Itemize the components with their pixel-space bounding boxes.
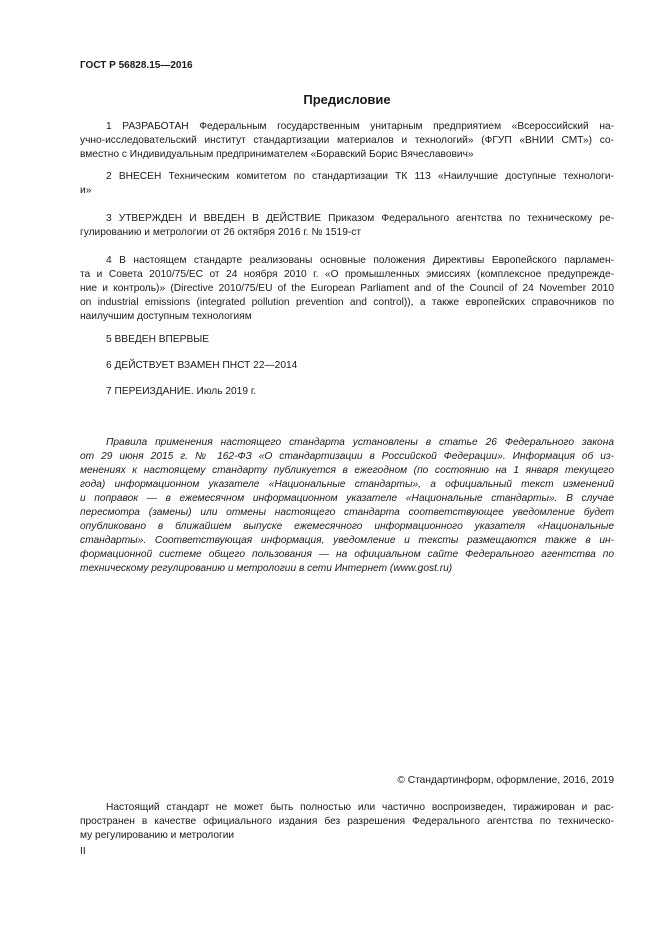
standard-application-notice: Правила применения настоящего стандарта установлены в статье 26 Федерального закона от 29 июня 2015 г. № 162-ФЗ «О стандартизации в Российской Федерации». Информация об из- менениях к настоящему стандарту публикуется в ежегодном (по состоянию на 1 января текущего года) информационном указателе «Национальные стандарты», а официальный текст изменений и поправок — в ежемесячном информационном указателе «Национальные стандарты». В случае пересмотра (замены) или отмены настоящего стандарта соответствующее уведомление будет опубликовано в ближайшем выпуске ежемесячного информационного указателя «Национальные стандарты». Соответствующая информация, уведомление и тексты размещаются также в ин- формационной системе общего пользования — на официальном сайте Федерального агентства по техническому регулированию и метрологии в сети Интернет (www.gost.ru) <box>80 437 614 574</box>
reproduction-rights-notice: Настоящий стандарт не может быть полностью или частично воспроизведен, тиражирован и рас- пространен в качестве официального издания без разрешения Федерального агентства по техническо- му регулированию и метрологии <box>80 802 614 841</box>
item-5-first-introduced: 5 ВВЕДЕН ВПЕРВЫЕ <box>106 334 210 345</box>
document-header: ГОСТ Р 56828.15—2016 <box>80 60 193 71</box>
section-title: Предисловие <box>303 92 391 107</box>
copyright-line: © Стандартинформ, оформление, 2016, 2019 <box>397 775 614 786</box>
item-2-introduced: 2 ВНЕСЕН Техническим комитетом по стандартизации ТК 113 «Наилучшие доступные технологи- и» <box>80 171 614 196</box>
item-4-directive: 4 В настоящем стандарте реализованы основные положения Директивы Европейского парламен- та и Совета 2010/75/ЕС от 24 ноября 2010 г. «О промышленных эмиссиях (комплексное предупрежде- ние и контроль)» (Directive 2010/75/EU of the European Parliament and of the Council of 24 November 2010 on industrial emissions (integrated pollution prevention and control)), а также европейских справочников по наилучшим доступным технологиям <box>80 255 614 322</box>
item-7-reissue: 7 ПЕРЕИЗДАНИЕ. Июль 2019 г. <box>106 386 257 397</box>
item-1-developed: 1 РАЗРАБОТАН Федеральным государственным унитарным предприятием «Всероссийский на- учно-исследовательский институт стандартизации материалов и технологий» (ФГУП «ВНИИ СМТ») со- вместно с Индивидуальным предпринимателем «Боравский Борис Вячеславович» <box>80 121 614 160</box>
page-number: II <box>80 846 86 857</box>
item-6-replaces: 6 ДЕЙСТВУЕТ ВЗАМЕН ПНСТ 22—2014 <box>106 360 298 371</box>
item-3-approved: 3 УТВЕРЖДЕН И ВВЕДЕН В ДЕЙСТВИЕ Приказом Федерального агентства по техническому ре- гулированию и метрологии от 26 октября 2016 г. № 1519-ст <box>80 213 614 238</box>
